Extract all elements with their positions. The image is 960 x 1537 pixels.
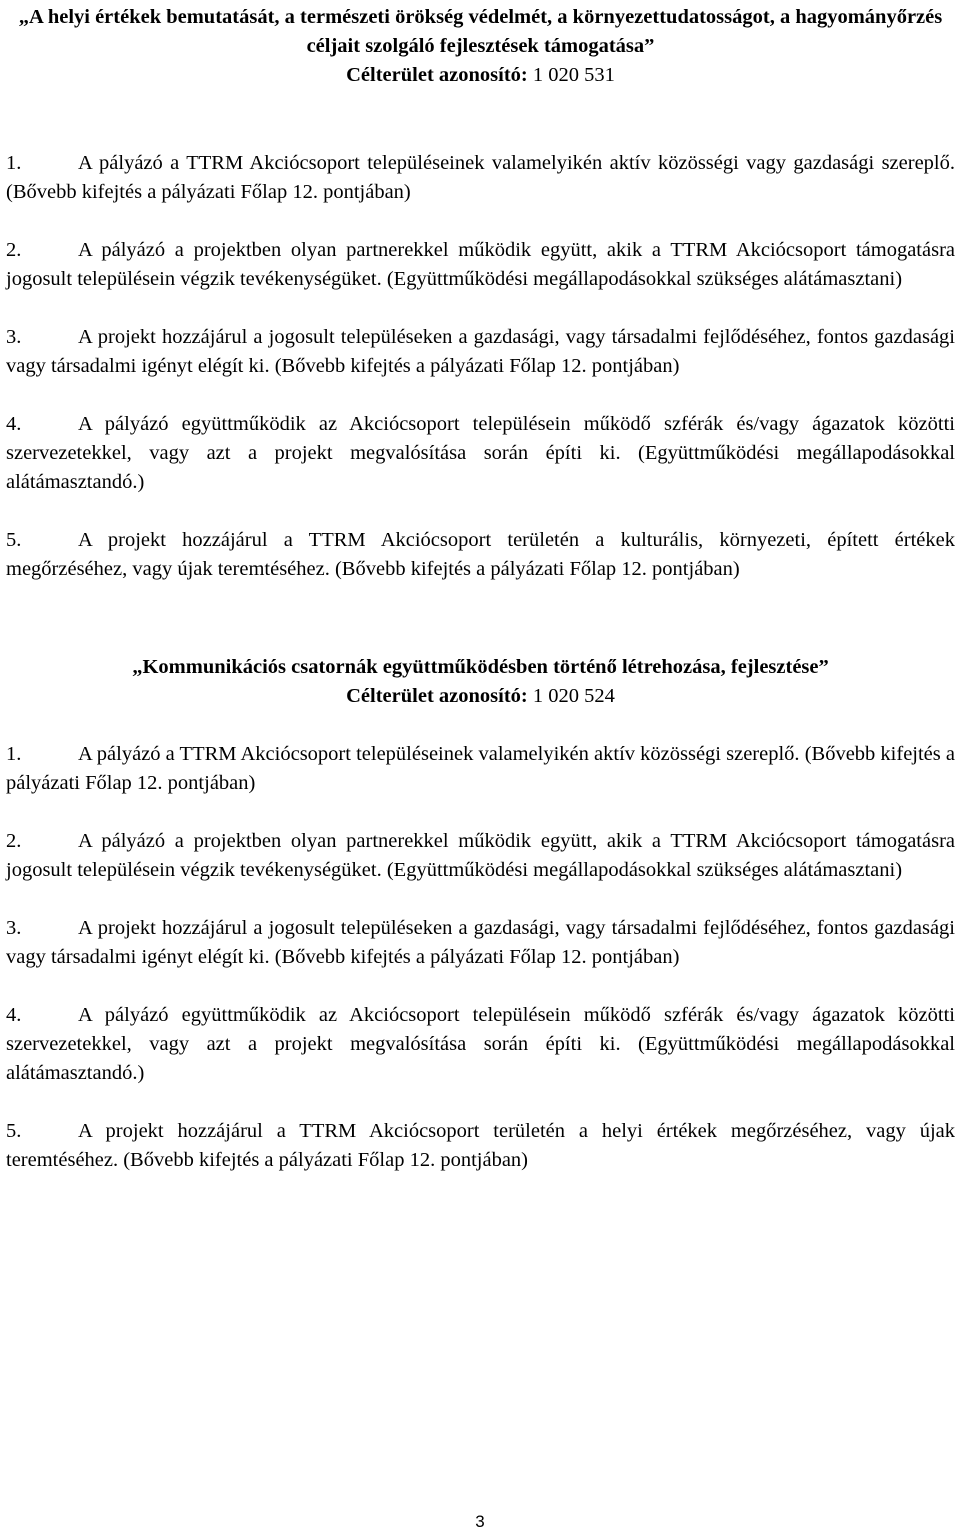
section-1-title: „A helyi értékek bemutatását, a természeti örökség védelmét, a környezettudatosságot, a hagyományőrzés céljait szolgáló fejlesztések támogatása” — [18, 6, 943, 57]
criterion-text: A projekt hozzájárul a jogosult településeken a gazdasági, vagy társadalmi fejlődéséhez, fontos gazdasági vagy társadalmi igényt elégít ki. (Bővebb kifejtés a pályázati Főlap 12. pontjában) — [6, 326, 955, 377]
criterion-text: A projekt hozzájárul a TTRM Akciócsoport területén a kulturális, környezeti, épített értékek megőrzéséhez, vagy újak teremtéséhez. (Bővebb kifejtés a pályázati Főlap 12. pontjában) — [6, 529, 955, 580]
criterion-number: 5. — [6, 529, 22, 551]
criterion-text: A pályázó a projektben olyan partnerekkel működik együtt, akik a TTRM Akciócsoport támogatásra jogosult településein végzik tevékenységüket. (Együttműködési megállapodásokkal szükséges alátámasztani) — [6, 830, 955, 881]
criterion-number: 5. — [6, 1120, 22, 1142]
page-number: 3 — [475, 1512, 485, 1531]
section-1-id-value: 1 020 531 — [527, 64, 615, 86]
section-1-criterion-5 — [6, 526, 955, 584]
section-2-id-value: 1 020 524 — [527, 685, 615, 707]
criterion-text: A pályázó együttműködik az Akciócsoport településein működő szférák és/vagy ágazatok közötti szervezetekkel, vagy azt a projekt megvalósítása során építi ki. (Együttműködési megállapodásokkal alátámasztandó.) — [6, 1004, 955, 1084]
section-2-criteria-list — [6, 740, 955, 1175]
section-1-criterion-3 — [6, 323, 955, 381]
criterion-text: A pályázó a TTRM Akciócsoport településeinek valamelyikén aktív közösségi vagy gazdasági szereplő. (Bővebb kifejtés a pályázati Főlap 12. pontjában) — [6, 152, 955, 203]
criterion-number: 2. — [6, 239, 22, 261]
criterion-number: 1. — [6, 743, 22, 765]
criterion-number: 3. — [6, 917, 22, 939]
section-2-criterion-3 — [6, 914, 955, 972]
section-2-id-label: Célterület azonosító: — [346, 685, 528, 707]
section-2-criterion-4 — [6, 1001, 955, 1088]
criterion-text: A pályázó a TTRM Akciócsoport településeinek valamelyikén aktív közösségi szereplő. (Bővebb kifejtés a pályázati Főlap 12. pontjában) — [6, 743, 955, 794]
section-2-criterion-5 — [6, 1117, 955, 1175]
criterion-number: 2. — [6, 830, 22, 852]
section-2-criterion-2 — [6, 827, 955, 885]
section-1-id-line — [6, 61, 955, 90]
criterion-text: A pályázó együttműködik az Akciócsoport településein működő szférák és/vagy ágazatok közötti szervezetekkel, vagy azt a projekt megvalósítása során építi ki. (Együttműködési megállapodásokkal alátámasztandó.) — [6, 413, 955, 493]
section-1-criterion-2 — [6, 236, 955, 294]
section-2-title: „Kommunikációs csatornák együttműködésben történő létrehozása, fejlesztése” — [132, 656, 829, 678]
criterion-number: 1. — [6, 152, 22, 174]
criterion-number: 3. — [6, 326, 22, 348]
section-1-criterion-1 — [6, 149, 955, 207]
criterion-number: 4. — [6, 413, 22, 435]
section-2-heading — [6, 653, 955, 711]
section-1-heading — [6, 3, 955, 90]
section-2-id-line — [6, 682, 955, 711]
section-1-criterion-4 — [6, 410, 955, 497]
section-2-criterion-1 — [6, 740, 955, 798]
criterion-number: 4. — [6, 1004, 22, 1026]
criterion-text: A projekt hozzájárul a jogosult településeken a gazdasági, vagy társadalmi fejlődéséhez, fontos gazdasági vagy társadalmi igényt elégít ki. (Bővebb kifejtés a pályázati Főlap 12. pontjában) — [6, 917, 955, 968]
criterion-text: A projekt hozzájárul a TTRM Akciócsoport területén a helyi értékek megőrzéséhez, vagy újak teremtéséhez. (Bővebb kifejtés a pályázati Főlap 12. pontjában) — [6, 1120, 955, 1171]
section-1-id-label: Célterület azonosító: — [346, 64, 528, 86]
criterion-text: A pályázó a projektben olyan partnerekkel működik együtt, akik a TTRM Akciócsoport támogatásra jogosult településein végzik tevékenységüket. (Együttműködési megállapodásokkal szükséges alátámasztani) — [6, 239, 955, 290]
section-1-criteria-list — [6, 149, 955, 584]
document-page — [6, 0, 955, 1175]
